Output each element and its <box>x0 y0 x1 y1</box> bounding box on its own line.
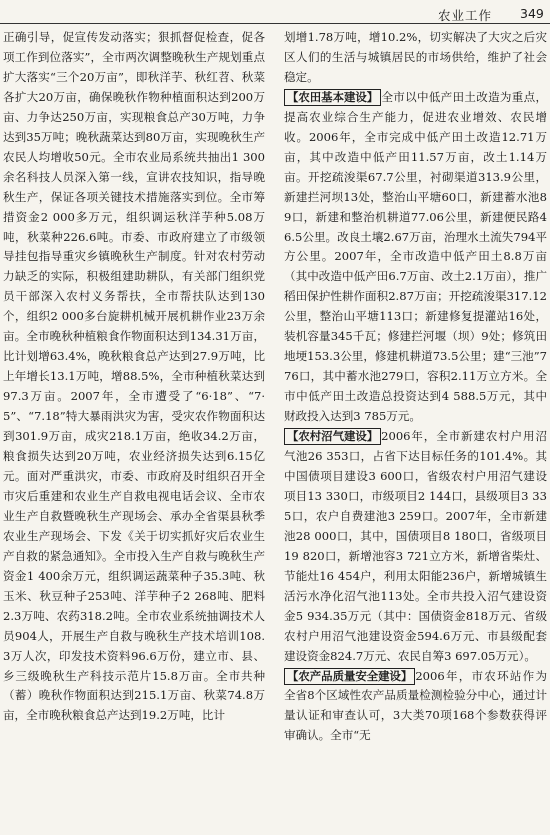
page-number: 349 <box>520 6 544 21</box>
section-heading: 【农村沼气建设】 <box>284 428 381 445</box>
left-column-text: 正确引导，促宣传发动落实；狠抓督促检查，促各项工作到位落实”，全市两次调整晚秋生产规划重点扩大落实“三个20万亩”，即秋洋芋、秋红苕、秋菜各扩大20万亩，确保晚秋作物种植面积达到200万亩、力争达250万亩，实现粮食总产30万吨，力争达到35万吨；晚秋蔬菜达到80万亩，实现晚秋生产农民人均增收50元。全市农业局系统共抽出1 300余名科技人员深入第一线，宣讲农技知识，指导晚秋生产，保证各项关键技术措施落实到位。全市筹措资金2 000多万元，组织调运秋洋芋种5.08万吨，秋菜种226.6吨。市委、市政府建立了市级领导挂包指导重灾乡镇晚秋生产制度。针对农村劳动力缺乏的实际，积极组建助耕队，有关部门组织党员干部深入农村义务帮扶，全市帮扶队达到130个，组织2 000多台旋耕机械开展机耕作业23万余亩。全市晚秋种植粮食作物面积达到134.31万亩，比计划增63.4%，晚秋粮食总产达到27.9万吨，比上年增长13.1万吨，增88.5%，全市种植秋菜达到97.3万亩。2007年，全市遭受了“6·18”、“7·5”、“7.18”特大暴雨洪灾为害，受灾农作物面积达到301.9万亩，成灾218.1万亩，绝收34.2万亩，粮食损失达到20万吨，农业经济损失达到6.15亿元。面对严重洪灾，市委、市政府及时组织召开全市灾后重建和农业生产自救电视电话会议、全市农业生产自救暨晚秋生产现场会、承办全省渠县秋季农业生产现场会、下发《关于切实抓好灾后农业生产自救的紧急通知》。全市投入生产自救与晚秋生产资金1 400余万元，组织调运蔬菜种子35.3吨、秋玉米、秋豆种子253吨、洋芋种子2 268吨、肥料2.3万吨、农药318.2吨。全市农业系统抽调技术人员904人，开展生产自救与晚秋生产技术培训108.3万人次，印发技术资料96.6万份，建立市、县、乡三级晚秋生产科技示范片15.8万亩。全市共种（蓄）晚秋作物面积达到215.1万亩、秋菜74.8万亩，全市晚秋粮食总产达到19.2万吨，比计 <box>3 30 265 723</box>
section-heading: 【农产品质量安全建设】 <box>284 668 415 685</box>
left-column <box>3 28 265 828</box>
section-quality <box>284 667 547 747</box>
section-farmland <box>284 88 547 427</box>
section-body: 全市以中低产田土改造为重点，提高农业综合生产能力，促进农业增效、农民增收。2006年，全市完成中低产田土改造12.71万亩，其中改造中低产田11.57万亩，改土1.14万亩。开挖疏浚渠67.7公里，衬砌渠道313.9公里，新建拦河坝13处，整治山平塘60口，新建蓄水池89口，新建和整治机耕道77.06公里，新建便民路46.5公里。改良土壤2.67万亩，治理水土流失794平方公里。2007年，全市改造中低产田土8.8万亩（其中改造中低产田6.7万亩、改土2.1万亩），推广稻田保护性耕作面积2.87万亩；开挖疏浚渠317.12公里，整治山平塘113口；新建修复提灌站16处，装机容量345千瓦；修建拦河堰（坝）9处；修筑田地埂153.3公里，修建机耕道73.5公里；建“三池”776口，其中蓄水池279口，容积2.11万立方米。全市中低产田土改造总投资达到4 588.5万元，其中财政投入达到3 785万元。 <box>284 89 547 424</box>
section-biogas <box>284 427 547 666</box>
right-column-intro: 划增1.78万吨，增10.2%，切实解决了大灾之后灾区人们的生活与城镇居民的市场供给，维护了社会稳定。 <box>284 30 547 84</box>
section-body: 2006年，全市新建农村户用沼气池26 353口，占省下达目标任务的101.4%。其中国债项目建设3 600口，省级农村户用沼气建设项目13 330口，市级项目2 144口，县级项目3 335口，农户自费建池3 259口。2007年，全市新建池28 000口，其中，国债项目8 180口，省级项目19 820口，新增池容3 721立方米，新增省柴灶、节能灶16 454户，利用太阳能236户，新增城镇生活污水净化沼气池113处。全市共投入沼气建设资金5 934.35万元（其中：国债资金818万元、省级农村户用沼气池建设资金594.6万元、市县级配套建设资金824.7万元、农民自筹3 697.05万元）。 <box>284 429 547 663</box>
section-heading: 【农田基本建设】 <box>284 89 381 106</box>
running-section-title: 农业工作 <box>438 8 493 23</box>
section-body: 2006年，市农环站作为全省8个区域性农产品质量检测检验分中心，通过计量认证和审查认可，3大类70项168个参数获得评审确认。全市“无 <box>284 668 547 743</box>
right-column <box>284 28 547 828</box>
header-rule <box>0 23 550 24</box>
page-header <box>0 0 550 26</box>
